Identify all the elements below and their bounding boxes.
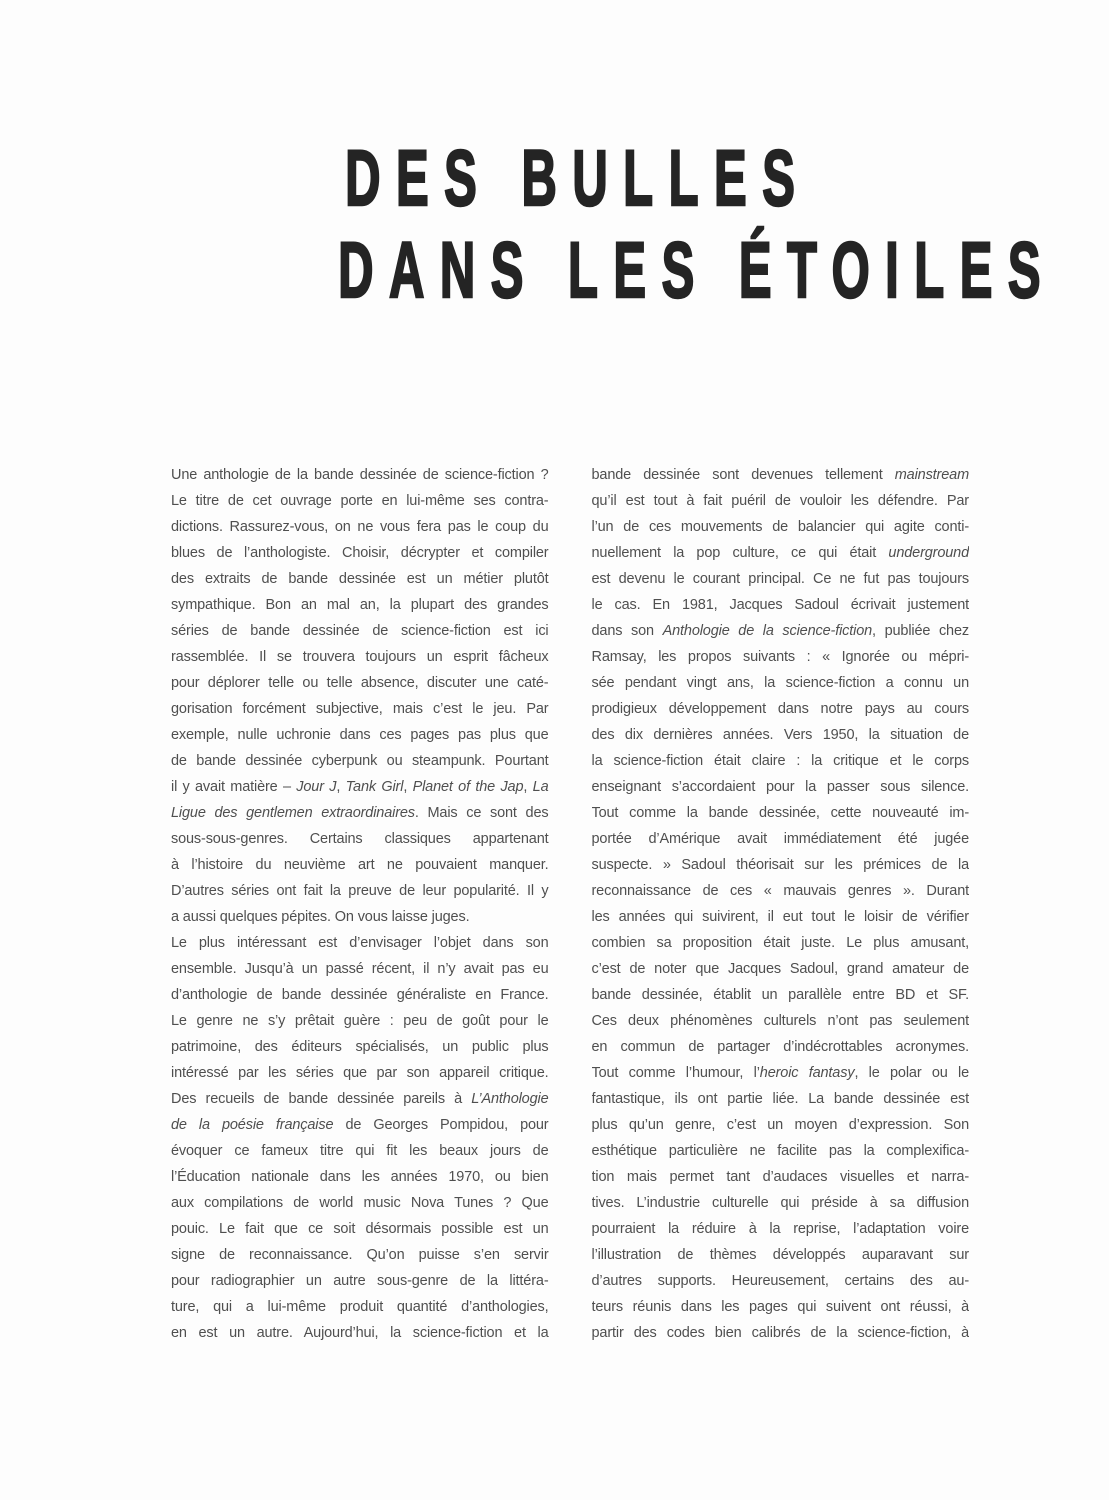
text-line: dictions. Rassurez-vous, on ne vous fera pas le coup du (171, 519, 549, 535)
text-line: exemple, nulle uchronie dans ces pages pas plus que (171, 727, 549, 743)
text-line: patrimoine, des éditeurs spécialisés, un public plus (171, 1039, 549, 1055)
text-line: plus qu’un genre, c’est un moyen d’expression. Son (591, 1117, 969, 1133)
page-title-line-1: DES BULLES (345, 133, 811, 222)
text-line: en est un autre. Aujourd’hui, la science-fiction et la (171, 1325, 549, 1341)
page-title (171, 132, 1057, 316)
text-line: séries de bande dessinée de science-fiction est ici (171, 623, 549, 639)
text-line: tion mais permet tant d’audaces visuelles et narra- (591, 1169, 969, 1185)
text-line: D’autres séries ont fait la preuve de leur popularité. Il y (171, 883, 549, 899)
text-line: gorisation forcément subjective, mais c’est le jeu. Par (171, 701, 549, 717)
article-body (171, 462, 969, 1346)
text-line: signe de reconnaissance. Qu’on puisse s’en servir (171, 1247, 549, 1263)
text-line: ensemble. Jusqu’à un passé récent, il n’y avait pas eu (171, 961, 549, 977)
text-column-left (171, 462, 549, 1346)
text-line: intéressé par les séries que par son appareil critique. (171, 1065, 549, 1081)
text-line: rassemblée. Il se trouvera toujours un esprit fâcheux (171, 649, 549, 665)
text-line: ture, qui a lui-même produit quantité d’anthologies, (171, 1299, 549, 1315)
text-line: des dix dernières années. Vers 1950, la situation de (591, 727, 969, 743)
text-line: Ramsay, les propos suivants : « Ignorée ou mépri- (591, 649, 969, 665)
text-line: il y avait matière – Jour J, Tank Girl, Planet of the Jap, La (171, 779, 549, 795)
text-line: de bande dessinée cyberpunk ou steampunk. Pourtant (171, 753, 549, 769)
text-line: évoquer ce fameux titre qui fit les beaux jours de (171, 1143, 549, 1159)
text-line: Le plus intéressant est d’envisager l’objet dans son (171, 935, 549, 951)
text-line: reconnaissance de ces « mauvais genres ». Durant (591, 883, 969, 899)
text-line: dans son Anthologie de la science-fiction, publiée chez (591, 623, 969, 639)
text-line: prodigieux développement dans notre pays au cours (591, 701, 969, 717)
text-line: sympathique. Bon an mal an, la plupart des grandes (171, 597, 549, 613)
text-line: Tout comme l’humour, l’heroic fantasy, le polar ou le (591, 1065, 969, 1081)
text-line: c’est de noter que Jacques Sadoul, grand amateur de (591, 961, 969, 977)
text-line: Le titre de cet ouvrage porte en lui-même ses contra- (171, 493, 549, 509)
text-line: Une anthologie de la bande dessinée de science-fiction ? (171, 467, 549, 483)
text-line: partir des codes bien calibrés de la science-fiction, à (591, 1325, 969, 1341)
text-line: combien sa proposition était juste. Le plus amusant, (591, 935, 969, 951)
text-line: Tout comme la bande dessinée, cette nouveauté im- (591, 805, 969, 821)
text-line: les années qui suivirent, il eut tout le loisir de vérifier (591, 909, 969, 925)
text-line: Des recueils de bande dessinée pareils à L’Anthologie (171, 1091, 549, 1107)
text-line: est devenu le courant principal. Ce ne fut pas toujours (591, 571, 969, 587)
text-line: l’Éducation nationale dans les années 1970, ou bien (171, 1169, 549, 1185)
text-line: en commun de partager d’indécrottables acronymes. (591, 1039, 969, 1055)
text-line: aux compilations de world music Nova Tunes ? Que (171, 1195, 549, 1211)
text-line: portée d’Amérique avait immédiatement été jugée (591, 831, 969, 847)
text-line: esthétique particulière ne facilite pas la complexifica- (591, 1143, 969, 1159)
text-line: blues de l’anthologiste. Choisir, décrypter et compiler (171, 545, 549, 561)
page-title-line-2: DANS LES ÉTOILES (338, 225, 1057, 314)
text-line: l’illustration de thèmes développés auparavant sur (591, 1247, 969, 1263)
text-line: le cas. En 1981, Jacques Sadoul écrivait justement (591, 597, 969, 613)
text-line: la science-fiction était claire : la critique et le corps (591, 753, 969, 769)
text-line: fantastique, ils ont partie liée. La bande dessinée est (591, 1091, 969, 1107)
text-line: pouic. Le fait que ce soit désormais possible est un (171, 1221, 549, 1237)
text-line: Ces deux phénomènes culturels n’ont pas seulement (591, 1013, 969, 1029)
text-line: bande dessinée, établit un parallèle entre BD et SF. (591, 987, 969, 1003)
text-line: Ligue des gentlemen extraordinaires. Mais ce sont des (171, 805, 549, 821)
text-line: pour radiographier un autre sous-genre de la littéra- (171, 1273, 549, 1289)
text-column-right (592, 462, 970, 1346)
text-line: sous-sous-genres. Certains classiques appartenant (171, 831, 549, 847)
text-line: d’autres supports. Heureusement, certains des au- (591, 1273, 969, 1289)
text-line: l’un de ces mouvements de balancier qui agite conti- (591, 519, 969, 535)
text-line: a aussi quelques pépites. On vous laisse juges. (171, 909, 470, 925)
text-line: qu’il est tout à fait puéril de vouloir les défendre. Par (591, 493, 969, 509)
text-line: sée pendant vingt ans, la science-fiction a connu un (591, 675, 969, 691)
text-line: d’anthologie de bande dessinée généraliste en France. (171, 987, 549, 1003)
text-line: de la poésie française de Georges Pompidou, pour (171, 1117, 549, 1133)
text-line: pour déplorer telle ou telle absence, discuter une caté- (171, 675, 549, 691)
text-line: Le genre ne s’y prêtait guère : peu de goût pour le (171, 1013, 549, 1029)
text-line: suspecte. » Sadoul théorisait sur les prémices de la (591, 857, 969, 873)
text-line: à l’histoire du neuvième art ne pouvaient manquer. (171, 857, 549, 873)
text-line: pourraient la réduire à la reprise, l’adaptation voire (591, 1221, 969, 1237)
text-line: nuellement la pop culture, ce qui était underground (591, 545, 969, 561)
text-line: tives. L’industrie culturelle qui préside à sa diffusion (591, 1195, 969, 1211)
text-line: bande dessinée sont devenues tellement mainstream (591, 467, 969, 483)
text-line: des extraits de bande dessinée est un métier plutôt (171, 571, 549, 587)
text-line: teurs réunis dans les pages qui suivent ont réussi, à (591, 1299, 969, 1315)
text-line: enseignant s’accordaient pour la passer sous silence. (591, 779, 969, 795)
